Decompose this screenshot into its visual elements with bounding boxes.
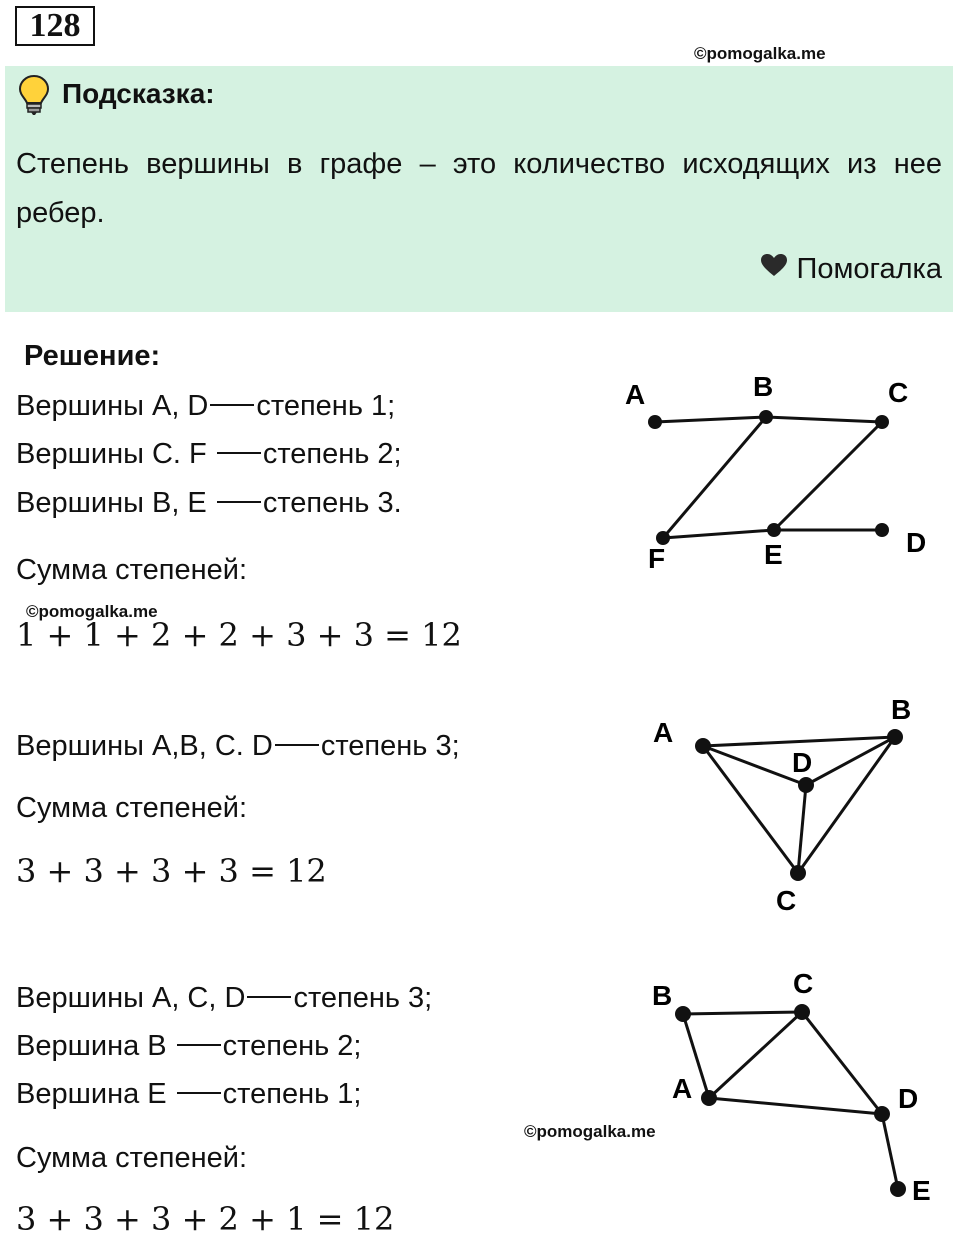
vertex-a [648,415,662,429]
hint-title: Подсказка: [62,78,215,109]
label-e: E [912,1175,931,1206]
part1-line3-degree: степень 3. [262,487,402,519]
part2-sum-expression: 3 + 3 + 3 + 3 = 12 [16,852,327,890]
part1-sum-expression: 1 + 1 + 2 + 2 + 3 + 3 = 12 [16,616,462,654]
vertex-d [798,777,814,793]
dash-line [247,996,291,998]
graph-3 [630,960,940,1210]
vertex-b [759,410,773,424]
part3-line3-degree: степень 1; [222,1078,362,1110]
part2-line1 [16,730,460,763]
edge-d-e [882,1114,898,1189]
dash-line [177,1044,221,1046]
vertex-c [794,1004,810,1020]
part2-line1-vertices: Вершины A,B, C. D [16,730,273,762]
part3-line2-degree: степень 2; [222,1030,362,1062]
dash-line [177,1092,221,1094]
part3-line3 [16,1078,361,1111]
part1-line1-degree: степень 1; [256,390,396,422]
vertex-d [875,523,889,537]
label-e: E [764,539,783,570]
part3-sum-expression: 3 + 3 + 3 + 2 + 1 = 12 [16,1200,395,1238]
vertex-e [890,1181,906,1197]
label-d: D [792,747,813,778]
part3-sum-label: Сумма степеней: [16,1142,247,1174]
vertex-d [874,1106,890,1122]
part1-sum-label: Сумма степеней: [16,554,247,586]
part3-line2 [16,1030,361,1063]
vertex-a [695,738,711,754]
edge-f-e [663,530,774,538]
hint-text: Степень вершины в графе – это количество исходящих из нее ребер. [16,148,942,229]
part3-line1-degree: степень 3; [293,982,433,1014]
lightbulb-icon [16,73,52,122]
part3-line3-vertices: Вершина E [16,1078,167,1110]
label-c: C [776,885,797,916]
label-b: B [753,371,774,402]
part3-line1-vertices: Вершины A, C, D [16,982,246,1014]
part2-line1-degree: степень 3; [320,730,460,762]
dash-line [217,501,261,503]
graph-1 [600,360,950,580]
label-c: C [888,377,909,408]
label-d: D [906,527,927,558]
vertex-c [790,865,806,881]
edge-b-f [663,417,766,538]
vertex-e [767,523,781,537]
heart-icon [759,252,789,286]
vertex-b [675,1006,691,1022]
label-a: A [653,717,674,748]
vertex-a [701,1090,717,1106]
part1-line2-degree: степень 2; [262,438,402,470]
part2-sum-label: Сумма степеней: [16,792,247,824]
watermark-bottom: ©pomogalka.me [524,1122,656,1141]
signature-text: Помогалка [796,252,942,285]
edge-c-e [774,422,882,530]
graph-2 [640,690,930,920]
edge-a-d [709,1098,882,1114]
part1-line2 [16,438,402,471]
hint-signature [759,252,942,286]
label-c: C [793,968,814,999]
label-a: A [625,379,646,410]
part1-line1 [16,390,395,423]
part1-line3-vertices: Вершины B, E [16,487,207,519]
label-f: F [648,543,666,574]
label-a: A [672,1073,693,1104]
vertex-b [887,729,903,745]
edge-c-a [709,1012,802,1098]
dash-line [210,404,254,406]
edge-c-d [802,1012,882,1114]
edge-a-b [655,417,766,422]
edge-b-c [798,737,895,873]
watermark-middle: ©pomogalka.me [26,602,158,621]
part3-line2-vertices: Вершина B [16,1030,167,1062]
edge-b-c [683,1012,802,1014]
vertex-c [875,415,889,429]
task-number: 128 [15,6,95,46]
part1-line1-vertices: Вершины A, D [16,390,209,422]
edge-b-c [766,417,882,422]
dash-line [275,744,319,746]
watermark-top: ©pomogalka.me [694,44,826,63]
edge-b-d [806,737,895,785]
edge-a-b [703,737,895,746]
label-d: D [898,1083,919,1114]
edge-d-c [798,785,806,873]
part1-line3 [16,487,402,520]
solution-heading: Решение: [24,340,161,372]
label-b: B [652,980,673,1011]
label-b: B [891,694,912,725]
part1-line2-vertices: Вершины C. F [16,438,207,470]
part3-line1 [16,982,432,1015]
dash-line [217,452,261,454]
